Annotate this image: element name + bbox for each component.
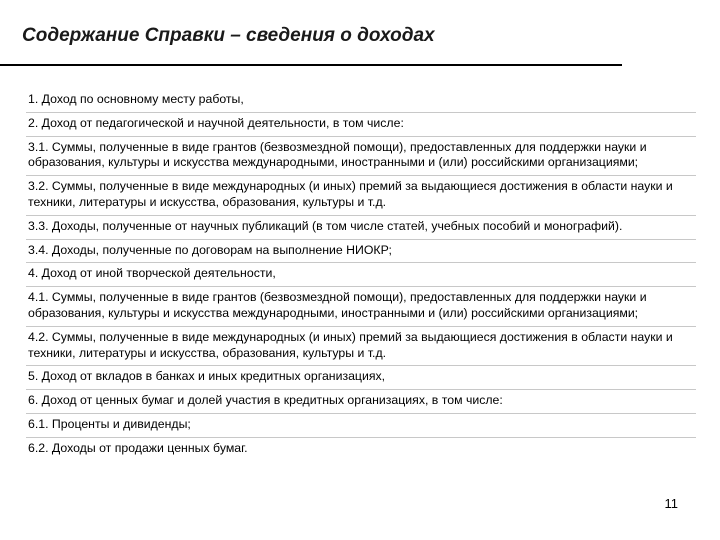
list-item: 4.1. Суммы, полученные в виде грантов (безвозмездной помощи), предоставленных для поддержки науки и образования, культуры и искусства международными, иностранными и (или) российскими организациями; xyxy=(26,286,696,326)
list-item: 1. Доход по основному месту работы, xyxy=(28,92,244,106)
income-items-list xyxy=(26,90,696,461)
list-item: 4.2. Суммы, полученные в виде международных (и иных) премий за выдающиеся достижения в области науки и техники, литературы и искусства, образования, культуры и т.д. xyxy=(26,326,696,366)
list-item: 6.1. Проценты и дивиденды; xyxy=(26,413,696,437)
list-item: 3.2. Суммы, полученные в виде международных (и иных) премий за выдающиеся достижения в области науки и техники, литературы и искусства, образования, культуры и т.д. xyxy=(26,175,696,215)
list-item: 4. Доход от иной творческой деятельности, xyxy=(26,262,696,286)
list-item: 5. Доход от вкладов в банках и иных кредитных организациях, xyxy=(26,365,696,389)
list-item: 3.1. Суммы, полученные в виде грантов (безвозмездной помощи), предоставленных для поддержки науки и образования, культуры и искусства международными, иностранными и (или) российскими организациями; xyxy=(26,136,696,176)
slide-title: Содержание Справки – сведения о доходах xyxy=(22,25,435,46)
title-divider xyxy=(0,64,622,66)
list-item: 6. Доход от ценных бумаг и долей участия в кредитных организациях, в том числе: xyxy=(26,389,696,413)
page-number: 11 xyxy=(664,496,678,511)
list-item: 3.3. Доходы, полученные от научных публикаций (в том числе статей, учебных пособий и монографий). xyxy=(26,215,696,239)
list-item: 3.4. Доходы, полученные по договорам на выполнение НИОКР; xyxy=(26,239,696,263)
list-item: 2. Доход от педагогической и научной деятельности, в том числе: xyxy=(26,112,696,136)
list-item: 6.2. Доходы от продажи ценных бумаг. xyxy=(26,437,696,461)
